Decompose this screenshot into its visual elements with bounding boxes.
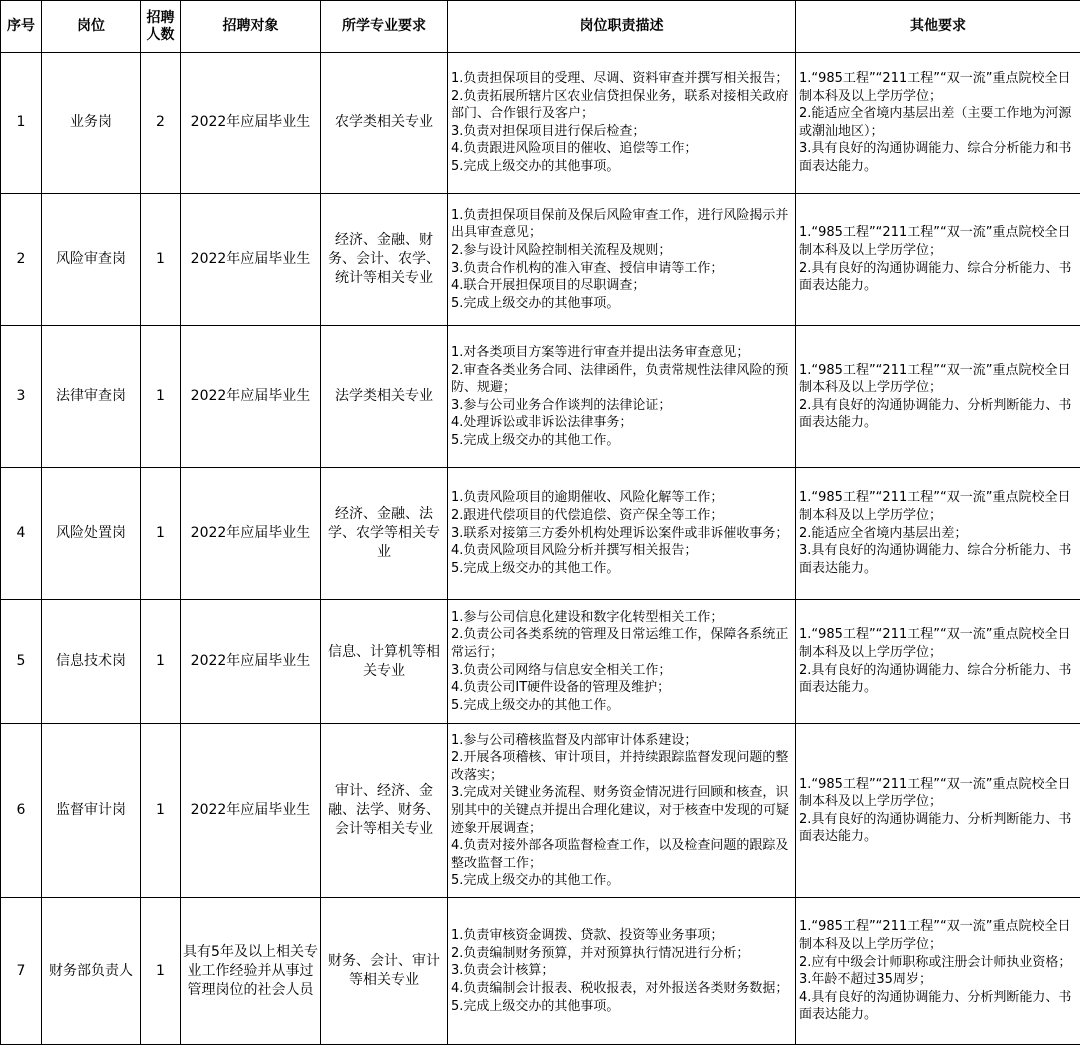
duty-item: 2.跟进代偿项目的代偿追偿、资产保全等工作； [451,508,724,523]
duty-item: 2.审查各类业务合同、法律函件，负责常规性法律风险的预防、规避； [451,362,789,396]
duty-item: 4.负责对接外部各项监督检查工作，以及检查问题的跟踪及整改监督工作； [451,838,789,871]
duty-item: 2.参与设计风险控制相关流程及规则； [451,242,672,258]
header-major: 所学专业要求 [321,1,448,53]
hiring-count: 1 [141,468,181,600]
major-requirement: 农学类相关专业 [321,53,448,194]
position-name: 风险审查岗 [42,193,141,326]
table-row [1,898,1080,1045]
header-target: 招聘对象 [181,1,321,53]
requirement-item: 1.“985工程”“211工程”“双一流”重点院校全日制本科及以上学历学位； [799,490,1071,523]
hiring-count: 1 [141,724,181,898]
position-name: 信息技术岗 [42,599,141,724]
duty-item: 5.完成上级交办的其他工作。 [451,432,620,448]
hiring-target: 2022年应届毕业生 [181,724,321,898]
requirement-item: 2.具有良好的沟通协调能力、综合分析能力、书面表达能力。 [799,662,1072,696]
duty-item: 3.完成对关键业务流程、财务资金情况进行回顾和核查，识别其中的关键点并提出合理化建议，对于核查中发现的可疑迹象开展调查； [451,785,790,836]
duty-item: 2.开展各项稽核、审计项目，并持续跟踪监督发现问题的整改落实； [451,750,789,783]
hiring-target: 2022年应届毕业生 [181,193,321,326]
other-requirements-cell [796,193,1080,326]
requirement-item: 2.具有良好的沟通协调能力、综合分析能力、书面表达能力。 [799,260,1072,294]
hiring-target: 2022年应届毕业生 [181,599,321,724]
header-other: 其他要求 [796,1,1080,53]
header-count [141,1,181,53]
duty-item: 5.完成上级交办的其他工作。 [451,873,620,889]
table-row [1,468,1080,600]
other-requirements-cell [796,724,1080,898]
other-requirements-cell [796,468,1080,600]
duties-cell [448,599,796,724]
hiring-target: 2022年应届毕业生 [181,468,321,600]
duty-item: 4.处理诉讼或非诉讼法律事务； [451,415,633,431]
requirement-item: 1.“985工程”“211工程”“双一流”重点院校全日制本科及以上学历学位； [799,627,1071,660]
duty-item: 2.负责拓展所辖片区农业信贷担保业务，联系对接相关政府部门、合作银行及客户； [451,88,789,122]
hiring-count: 1 [141,193,181,326]
row-number: 5 [1,599,42,724]
position-name: 风险处置岗 [42,468,141,600]
major-requirement: 经济、金融、财务、会计、农学、统计等相关专业 [321,193,448,326]
other-requirements-cell [796,53,1080,194]
duties-cell [448,898,796,1045]
hiring-target: 2022年应届毕业生 [181,53,321,194]
duties-cell [448,193,796,326]
other-requirements-cell [796,599,1080,724]
duties-cell [448,326,796,468]
duty-item: 5.完成上级交办的其他事项。 [451,295,620,311]
major-requirement: 经济、金融、法学、农学等相关专业 [321,468,448,600]
hiring-count: 1 [141,599,181,724]
duty-item: 3.参与公司业务合作谈判的法律论证； [451,397,672,413]
header-count-text: 招聘人数 [146,9,175,43]
table-row [1,724,1080,898]
requirement-item: 1.“985工程”“211工程”“双一流”重点院校全日制本科及以上学历学位； [799,71,1071,104]
duty-item: 1.负责审核资金调拨、贷款、投资等业务事项； [451,928,724,944]
header-position: 岗位 [42,1,141,53]
table-row [1,193,1080,326]
row-number: 7 [1,898,42,1045]
duty-item: 1.负责担保项目的受理、尽调、资料审查并撰写相关报告； [451,71,789,87]
header-no: 序号 [1,1,42,53]
duties-cell [448,468,796,600]
major-requirement: 信息、计算机等相关专业 [321,599,448,724]
other-requirements-cell [796,326,1080,468]
duty-item: 1.负责担保项目保前及保后风险审查工作，进行风险揭示并出具审查意见； [451,207,789,241]
duty-item: 5.完成上级交办的其他事项。 [451,998,620,1014]
requirement-item: 1.“985工程”“211工程”“双一流”重点院校全日制本科及以上学历学位； [799,362,1071,396]
requirement-item: 3.具有良好的沟通协调能力、综合分析能力、书面表达能力。 [799,543,1072,576]
requirement-item: 2.能适应全省境内基层出差（主要工作地为河源或潮汕地区）； [799,106,1072,139]
hiring-count: 1 [141,898,181,1045]
duty-item: 1.对各类项目方案等进行审查并提出法务审查意见； [451,344,750,360]
hiring-count: 1 [141,326,181,468]
duty-item: 5.完成上级交办的其他事项。 [451,159,620,175]
duty-item: 3.负责公司网络与信息安全相关工作； [451,662,672,678]
duties-cell [448,724,796,898]
duty-item: 4.联合开展担保项目的尽职调查； [451,278,646,294]
requirement-item: 2.能适应全省境内基层出差； [799,525,968,541]
duty-item: 1.负责风险项目的逾期催收、风险化解等工作； [451,490,724,506]
requirement-item: 4.具有良好的沟通协调能力、分析判断能力、书面表达能力。 [799,989,1072,1023]
row-number: 4 [1,468,42,600]
duties-cell [448,53,796,194]
duty-item: 2.负责编制财务预算，并对预算执行情况进行分析； [451,945,750,961]
table-row [1,53,1080,194]
table-row [1,599,1080,724]
duty-item: 4.负责公司IT硬件设备的管理及维护； [451,680,671,696]
duty-item: 4.负责风险项目风险分析并撰写相关报告； [451,543,698,559]
requirement-item: 3.年龄不超过35周岁； [799,972,932,988]
requirement-item: 2.具有良好的沟通协调能力、分析判断能力、书面表达能力。 [799,811,1072,845]
row-number: 6 [1,724,42,898]
duty-item: 5.完成上级交办的其他工作。 [451,560,620,576]
position-name: 法律审查岗 [42,326,141,468]
position-name: 业务岗 [42,53,141,194]
duty-item: 4.负责编制会计报表、税收报表，对外报送各类财务数据； [451,980,789,996]
duty-item: 5.完成上级交办的其他工作。 [451,697,620,713]
major-requirement: 审计、经济、金融、法学、财务、会计等相关专业 [321,724,448,898]
duty-item: 2.负责公司各类系统的管理及日常运维工作，保障各系统正常运行； [451,627,789,660]
hiring-target: 2022年应届毕业生 [181,326,321,468]
requirement-item: 3.具有良好的沟通协调能力、综合分析能力和书面表达能力。 [799,141,1072,175]
position-name: 监督审计岗 [42,724,141,898]
duty-item: 3.负责对担保项目进行保后检查； [451,123,646,139]
duty-item: 3.负责会计核算； [451,963,555,979]
header-row [1,1,1080,53]
row-number: 1 [1,53,42,194]
duty-item: 1.参与公司信息化建设和数字化转型相关工作； [451,609,724,625]
duty-item: 3.负责合作机构的准入审查、授信申请等工作； [451,260,724,276]
duty-item: 4.负责跟进风险项目的催收、追偿等工作； [451,141,698,157]
major-requirement: 法学类相关专业 [321,326,448,468]
other-requirements-cell [796,898,1080,1045]
row-number: 3 [1,326,42,468]
requirement-item: 1.“985工程”“211工程”“双一流”重点院校全日制本科及以上学历学位； [799,776,1071,810]
requirement-item: 1.“985工程”“211工程”“双一流”重点院校全日制本科及以上学历学位； [799,919,1071,952]
table-row [1,326,1080,468]
requirement-item: 2.具有良好的沟通协调能力、分析判断能力、书面表达能力。 [799,397,1072,431]
duty-item: 1.参与公司稽核监督及内部审计体系建设； [451,732,698,748]
major-requirement: 财务、会计、审计等相关专业 [321,898,448,1045]
header-duties: 岗位职责描述 [448,1,796,53]
row-number: 2 [1,193,42,326]
duty-item: 3.联系对接第三方委外机构处理诉讼案件或非诉催收事务； [451,525,789,541]
hiring-count: 2 [141,53,181,194]
position-name: 财务部负责人 [42,898,141,1045]
requirement-item: 2.应有中级会计师职称或注册会计师执业资格； [799,954,1072,970]
requirement-item: 1.“985工程”“211工程”“双一流”重点院校全日制本科及以上学历学位； [799,225,1071,258]
hiring-target: 具有5年及以上相关专业工作经验并从事过管理岗位的社会人员 [181,898,321,1045]
